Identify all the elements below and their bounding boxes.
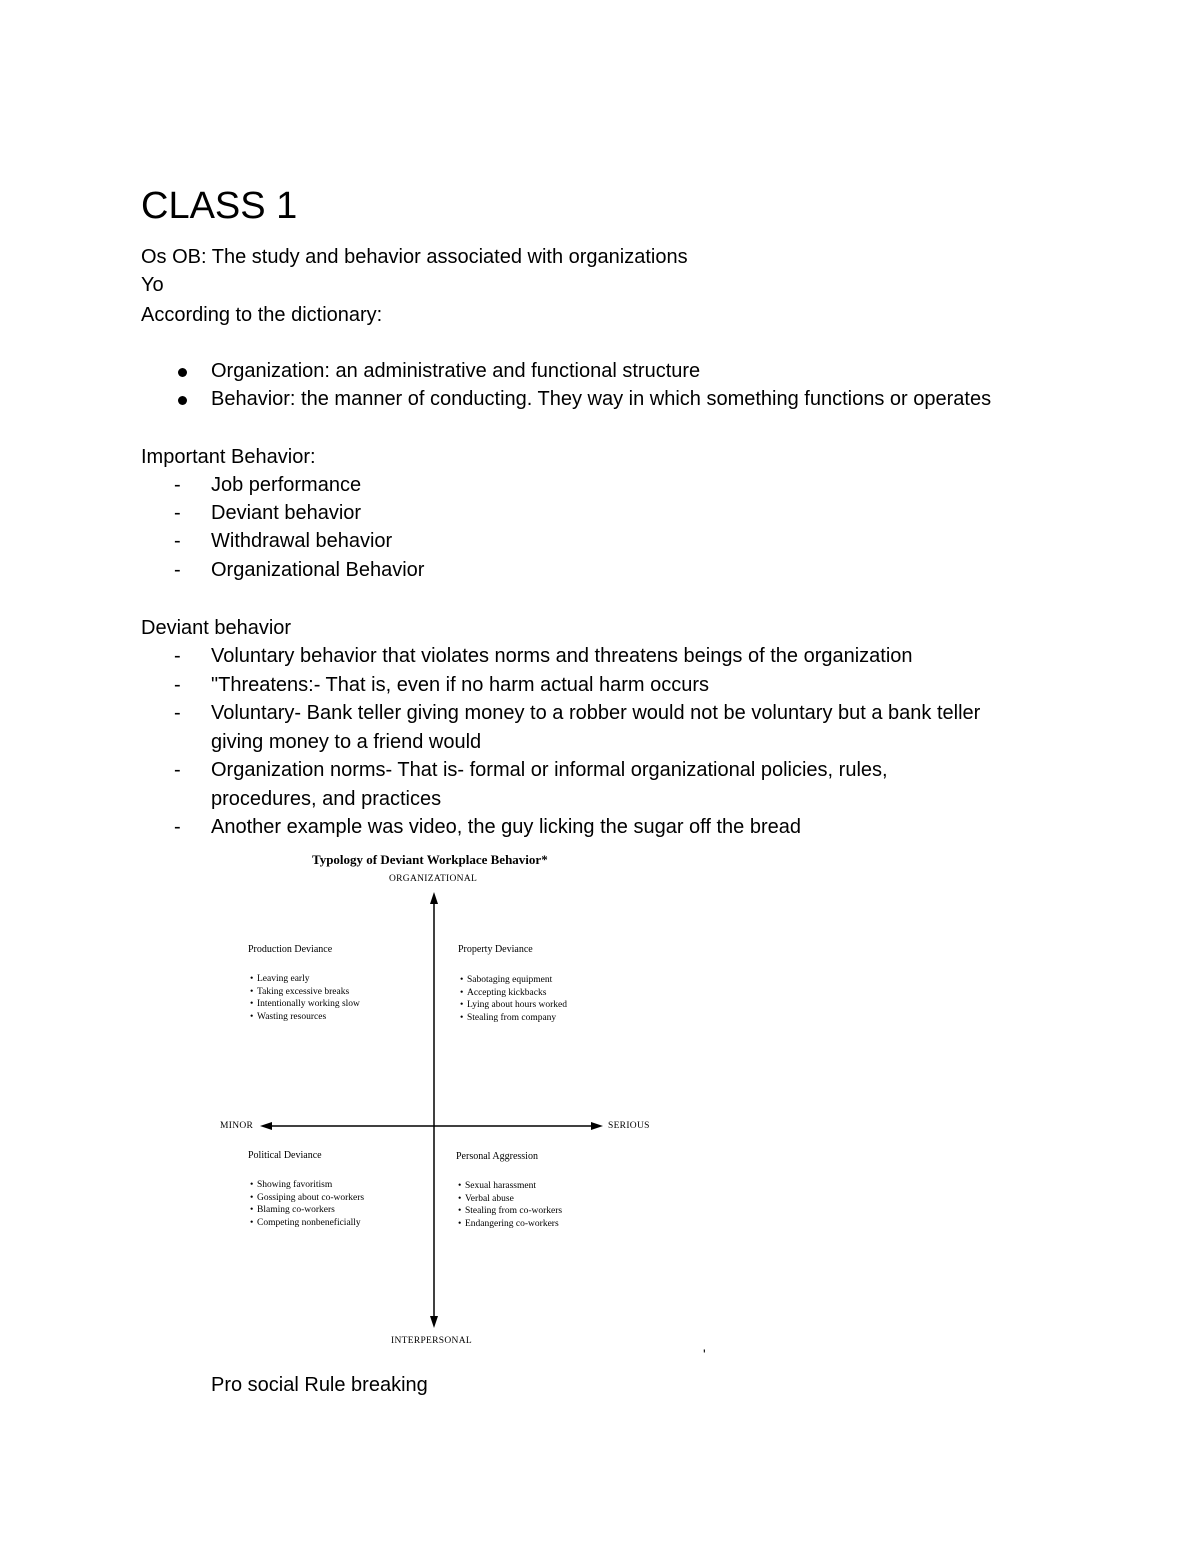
quadrant-heading: Property Deviance: [458, 944, 533, 955]
typology-figure: [210, 848, 670, 1353]
intro-line: Os OB: The study and behavior associated with organizations: [141, 246, 688, 268]
definition-item: Behavior: the manner of conducting. They way in which something functions or operates: [211, 388, 992, 410]
arrow-down-icon: [430, 1316, 438, 1328]
list-item-continuation: procedures, and practices: [211, 788, 442, 810]
list-item: • Sexual harassment: [458, 1180, 562, 1193]
list-item: • Verbal abuse: [458, 1193, 562, 1206]
dash-icon: -: [174, 702, 181, 724]
definition-item: Organization: an administrative and functional structure: [211, 360, 701, 382]
list-item: Organizational Behavior: [211, 559, 425, 581]
quadrant-list: [250, 973, 360, 1023]
axis-label-top: ORGANIZATIONAL: [389, 874, 478, 884]
list-item: "Threatens:- That is, even if no harm actual harm occurs: [211, 674, 710, 696]
footer-line: Pro social Rule breaking: [211, 1374, 428, 1396]
dash-icon: -: [174, 674, 181, 696]
dash-icon: -: [174, 502, 181, 524]
list-item: • Stealing from co-workers: [458, 1205, 562, 1218]
dash-icon: -: [174, 530, 181, 552]
list-item: • Sabotaging equipment: [460, 974, 567, 987]
quadrant-heading: Personal Aggression: [456, 1151, 538, 1162]
dash-icon: -: [174, 559, 181, 581]
list-item: Organization norms- That is- formal or informal organizational policies, rules,: [211, 759, 888, 781]
list-item: Voluntary behavior that violates norms and threatens beings of the organization: [211, 645, 913, 667]
arrow-up-icon: [430, 892, 438, 904]
list-item: • Leaving early: [250, 973, 360, 986]
dash-icon: -: [174, 816, 181, 838]
arrow-right-icon: [591, 1122, 603, 1130]
intro-line: Yo: [141, 274, 164, 296]
dash-icon: -: [174, 474, 181, 496]
list-item: • Lying about hours worked: [460, 999, 567, 1012]
dash-icon: -: [174, 645, 181, 667]
figure-title: Typology of Deviant Workplace Behavior*: [312, 852, 548, 867]
list-item: • Taking excessive breaks: [250, 986, 360, 999]
list-item: • Accepting kickbacks: [460, 987, 567, 1000]
page-title: CLASS 1: [141, 185, 298, 227]
list-item: • Wasting resources: [250, 1011, 360, 1024]
figure-axes: [210, 848, 670, 1353]
intro-line: According to the dictionary:: [141, 304, 383, 326]
bullet-icon: [178, 368, 187, 377]
list-item: • Intentionally working slow: [250, 998, 360, 1011]
list-item: Job performance: [211, 474, 362, 496]
list-item: • Gossiping about co-workers: [250, 1192, 364, 1205]
quadrant-heading: Political Deviance: [248, 1150, 322, 1161]
axis-label-left: MINOR: [220, 1121, 254, 1131]
list-item: • Showing favoritism: [250, 1179, 364, 1192]
axis-label-right: SERIOUS: [608, 1121, 650, 1131]
axis-label-bottom: INTERPERSONAL: [391, 1336, 472, 1346]
quadrant-heading: Production Deviance: [248, 944, 333, 955]
arrow-left-icon: [260, 1122, 272, 1130]
dash-icon: -: [174, 759, 181, 781]
important-behavior-heading: Important Behavior:: [141, 446, 316, 468]
list-item: Withdrawal behavior: [211, 530, 393, 552]
list-item: • Blaming co-workers: [250, 1204, 364, 1217]
list-item-continuation: giving money to a friend would: [211, 731, 482, 753]
deviant-behavior-heading: Deviant behavior: [141, 617, 292, 639]
list-item: Deviant behavior: [211, 502, 362, 524]
quadrant-list: [460, 974, 567, 1024]
list-item: Voluntary- Bank teller giving money to a robber would not be voluntary but a bank teller: [211, 702, 981, 724]
list-item: • Stealing from company: [460, 1012, 567, 1025]
list-item: Another example was video, the guy licking the sugar off the bread: [211, 816, 801, 838]
stray-mark: ': [703, 1346, 706, 1362]
list-item: • Endangering co-workers: [458, 1218, 562, 1231]
list-item: • Competing nonbeneficially: [250, 1217, 364, 1230]
quadrant-list: [458, 1180, 562, 1230]
quadrant-list: [250, 1179, 364, 1229]
bullet-icon: [178, 396, 187, 405]
